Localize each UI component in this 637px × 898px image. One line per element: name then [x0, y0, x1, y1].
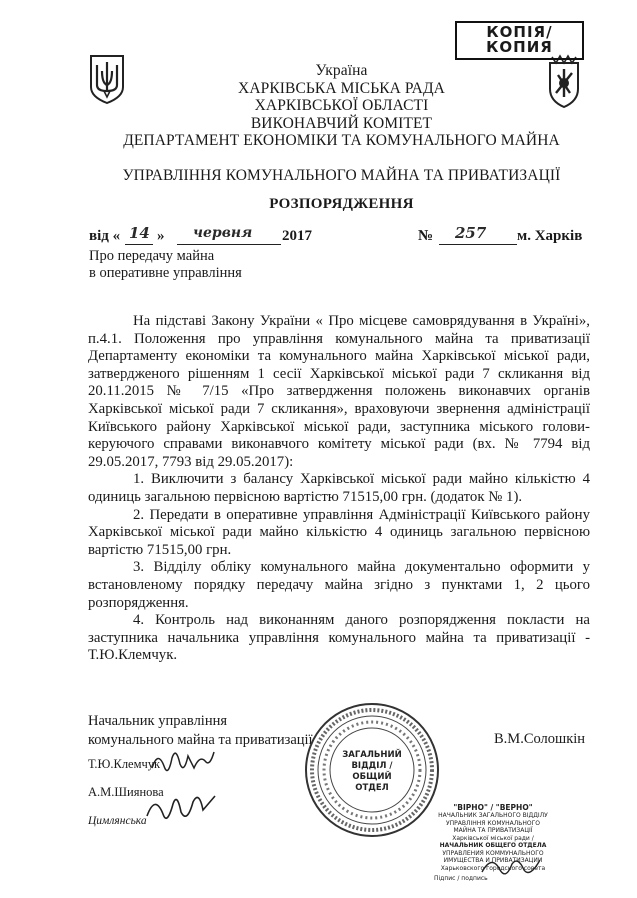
body-item-2: 2. Передати в оперативне управління Адміністрації Київського району Харківської міської ради майно кількістю 4 одиниць загальною первісною вартістю 71515,00 грн.	[88, 506, 590, 558]
body-item-3: 3. Відділу обліку комунального майна документально оформити у встановленому порядку передачу майна згідно з пунктами 1, 2 цього розпорядження.	[88, 559, 590, 611]
handwritten-signature-verno	[478, 850, 548, 884]
document-body	[88, 313, 590, 665]
approval-shiyanova: А.М.Шиянова	[88, 785, 164, 799]
round-seal-center-text	[336, 750, 408, 794]
document-city: м. Харків	[517, 228, 583, 244]
body-item-4: 4. Контроль над виконанням даного розпорядження покласти на заступника начальника управління комунального майна та приватизації - Т.Ю.Клемчук.	[88, 612, 590, 664]
header-department: ДЕПАРТАМЕНТ ЕКОНОМІКИ ТА КОМУНАЛЬНОГО МАЙНА	[123, 132, 560, 149]
number-underline	[439, 244, 517, 245]
verno-title: "ВІРНО" / "ВЕРНО"	[453, 803, 533, 812]
date-line	[89, 224, 589, 248]
verno-line3: УПРАВЛІННЯ КОМУНАЛЬНОГО МАЙНА ТА ПРИВАТИЗАЦІЇ	[445, 819, 541, 834]
subject-line1: Про передачу майна	[89, 248, 215, 264]
copy-stamp-line1: КОПІЯ/	[486, 23, 553, 41]
date-month: червня	[193, 225, 253, 241]
header-region: ХАРКІВСЬКОЇ ОБЛАСТІ	[254, 97, 429, 114]
copy-stamp-line2: КОПИЯ	[486, 38, 553, 56]
signature-title-line2: комунального майна та приватизації	[88, 732, 313, 748]
signature-title-line1: Начальник управління	[88, 713, 228, 729]
verno-line4: Харківської міської ради /	[452, 834, 534, 842]
verno-line6: УПРАВЛЕНИЯ КОММУНАЛЬНОГО ИМУЩЕСТВА И ПРИВАТИЗАЦИИ	[442, 849, 544, 864]
subject-line2: в оперативне управління	[89, 265, 242, 281]
seal-center-line1: ЗАГАЛЬНИЙ	[342, 750, 402, 760]
seal-center-line2: ВІДДІЛ /	[351, 761, 393, 771]
number-label: №	[418, 228, 434, 244]
copy-stamp	[455, 21, 584, 60]
date-year: 2017	[282, 228, 312, 244]
body-intro: На підставі Закону України « Про місцеве самоврядування в Україні», п.4.1. Положення про управління комунального майна та приватизації Департаменту економіки та комунального майна Харківської міської ради, затвердженого рішенням 1 сесії Харківської міської ради 7 скликання від 20.11.2015 № 7/15 «Про затвердження положень виконавчих органів Харківської міської ради 7 скликання», враховуючи звернення адміністрації Київського району Харківської міської ради, заступника міського голови-керуючого справами виконавчого комітету міської ради (вх. № 7794 від 29.05.2017, 7793 від 29.05.2017):	[88, 313, 590, 470]
subject	[89, 248, 242, 282]
verno-line5: НАЧАЛЬНИК ОБЩЕГО ОТДЕЛА	[439, 842, 547, 849]
body-item-1: 1. Виключити з балансу Харківської міської ради майно кількістю 4 одиниць загальною первісною вартістю 71515,00 грн. (додаток № 1).	[88, 471, 590, 505]
signatory-name: В.М.Солошкін	[494, 731, 586, 747]
round-seal	[302, 700, 442, 840]
verno-line7: Харьковского городского совета	[440, 864, 546, 872]
date-day: 14	[129, 224, 150, 242]
verno-line8: Підпис / подпись	[434, 875, 488, 882]
date-day-underline	[125, 244, 153, 245]
header-council: ХАРКІВСЬКА МІСЬКА РАДА	[238, 80, 445, 97]
handwritten-signature-klemchuk	[148, 744, 218, 784]
verno-line2: НАЧАЛЬНИК ЗАГАЛЬНОГО ВІДДІЛУ	[438, 812, 548, 819]
date-prefix: від «	[89, 228, 121, 244]
document-number: 257	[455, 224, 487, 242]
approval-klemchuk: Т.Ю.Клемчук	[88, 757, 161, 771]
seal-center-line3: ОБЩИЙ ОТДЕЛ	[352, 772, 392, 793]
header-country: Україна	[315, 62, 368, 79]
date-mid: »	[157, 228, 165, 244]
document-type-title: РОЗПОРЯДЖЕННЯ	[269, 196, 414, 212]
date-month-underline	[177, 244, 281, 245]
handwritten-signature-shiyanova	[143, 786, 223, 831]
header-committee: ВИКОНАВЧИЙ КОМІТЕТ	[250, 115, 433, 132]
approval-tsymlyanska: Цимлянська	[88, 815, 147, 827]
header-division: УПРАВЛІННЯ КОМУНАЛЬНОГО МАЙНА ТА ПРИВАТИЗАЦІЇ	[122, 167, 561, 184]
